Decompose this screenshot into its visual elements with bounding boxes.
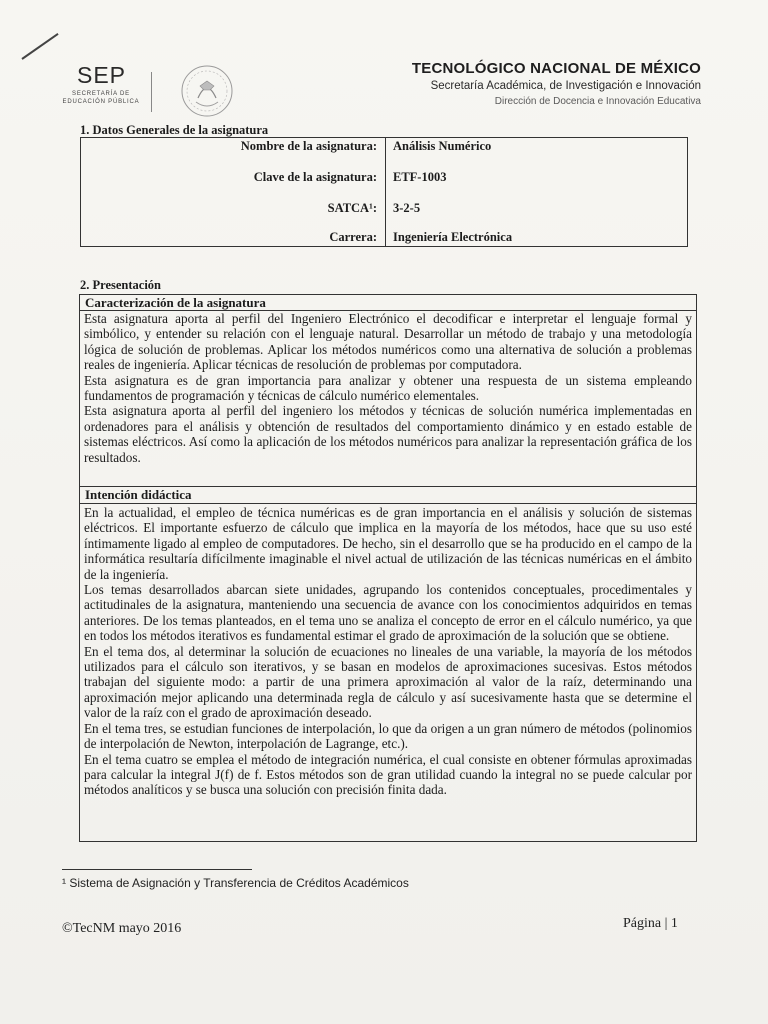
intencion-text — [84, 505, 692, 798]
secretariat-name: Secretaría Académica, de Investigación e Innovación — [430, 80, 701, 92]
row-label: Carrera: — [329, 230, 377, 244]
header-divider — [151, 72, 152, 112]
paragraph: En el tema tres, se estudian funciones de interpolación, lo que da origen a un gran número de métodos (polinomios de interpolación de Newton, interpolación de Lagrange, etc.). — [84, 720, 692, 752]
paragraph: Esta asignatura aporta al perfil del ingeniero los métodos y técnicas de solución numérica implementadas en ordenadores para el análisis y obtención de resultados del comportamiento dinámico y en estado estable de sistemas eléctricos. Así como la aplicación de los métodos numéricos para analizar la representación gráfica de los resultados. — [84, 403, 692, 465]
paragraph: Esta asignatura es de gran importancia para analizar y obtener una respuesta de un sistema empleando fundamentos de programación y técnicas de cálculo numérico elementales. — [84, 372, 692, 404]
row-value: ETF-1003 — [393, 170, 447, 184]
direction-name: Dirección de Docencia e Innovación Educativa — [494, 96, 701, 107]
table-divider — [385, 138, 386, 246]
section1-heading: 1. Datos Generales de la asignatura — [80, 123, 269, 137]
paragraph: En la actualidad, el empleo de técnica numéricas es de gran importancia en el análisis y solución de sistemas eléctricos. El importante esfuerzo de cálculo que implica en la mayoría de los métodos, hace que su uso esté íntimamente ligado al empleo de computadores. De hecho, sin el desarrollo que se ha producido en el campo de la informática resultaría difícilmente imaginable el nivel actual de utilización de las técnicas numéricas en el ámbito de la ingeniería. — [84, 505, 692, 582]
row-label: Nombre de la asignatura: — [240, 139, 377, 153]
institution-name: TECNOLÓGICO NACIONAL DE MÉXICO — [411, 60, 701, 77]
sep-logo-text: SEP — [77, 62, 127, 88]
row-label: SATCA¹: — [327, 201, 377, 215]
footnote-rule — [62, 869, 252, 870]
caracterizacion-text — [84, 311, 692, 465]
section2-heading: 2. Presentación — [80, 278, 162, 292]
caracterizacion-title: Caracterización de la asignatura — [85, 295, 266, 310]
page-number: Página | 1 — [623, 916, 678, 931]
footnote: ¹ Sistema de Asignación y Transferencia de Créditos Académicos — [62, 876, 409, 890]
general-data-table — [80, 137, 688, 247]
paragraph: Los temas desarrollados abarcan siete unidades, agrupando los contenidos conceptuales, procedimentales y actitudinales de la asignatura, manteniendo una secuencia de avance con los conocimientos adquiridos en temas anteriores. De los temas planteados, en el tema uno se analiza el concepto de error en el cálculo numérico, ya que en todos los métodos iterativos es fundamental estimar el grado de aproximación de la solución que se obtiene. — [84, 582, 692, 644]
paragraph: Esta asignatura aporta al perfil del Ingeniero Electrónico el decodificar e interpretar el lenguaje formal y simbólico, y entender su relación con el lenguaje natural. Desarrollar un método de trabajo y una metodología lógica de solución de problemas. Aplicar los métodos numéricos como una alternativa de solución a problemas reales de ingeniería. Aplicar técnicas de resolución de problemas por computadora. — [84, 311, 692, 373]
copyright: ©TecNM mayo 2016 — [62, 921, 182, 936]
sep-logo-subtitle: SECRETARÍA DE EDUCACIÓN PÚBLICA — [62, 91, 140, 105]
paragraph: En el tema cuatro se emplea el método de integración numérica, el cual consiste en obtener fórmulas aproximadas para calcular la integral J(f) de f. Estos métodos son de gran utilidad cuando la integral no se puede calcular por métodos analíticos y se busca una solución con precisión finita dada. — [84, 751, 692, 798]
intencion-title: Intención didáctica — [85, 487, 192, 502]
row-value: Análisis Numérico — [393, 139, 492, 153]
presentation-box — [79, 294, 697, 842]
row-value: Ingeniería Electrónica — [393, 230, 513, 244]
paragraph: En el tema dos, al determinar la solución de ecuaciones no lineales de una variable, la mayoría de los métodos utilizados para el cálculo son iterativos, y se basan en modelos de aproximaciones sucesivas. Estos métodos trabajan del siguiente modo: a partir de una primera aproximación al valor de la raíz, determinando una aproximación mejor aplicando una determinada regla de cálculo y así sucesivamente hasta que se determine el valor de la raíz con el grado de aproximación deseado. — [84, 643, 692, 721]
row-value: 3-2-5 — [393, 201, 421, 215]
row-label: Clave de la asignatura: — [253, 170, 377, 184]
national-seal-icon — [176, 64, 238, 118]
band-divider — [80, 503, 696, 504]
